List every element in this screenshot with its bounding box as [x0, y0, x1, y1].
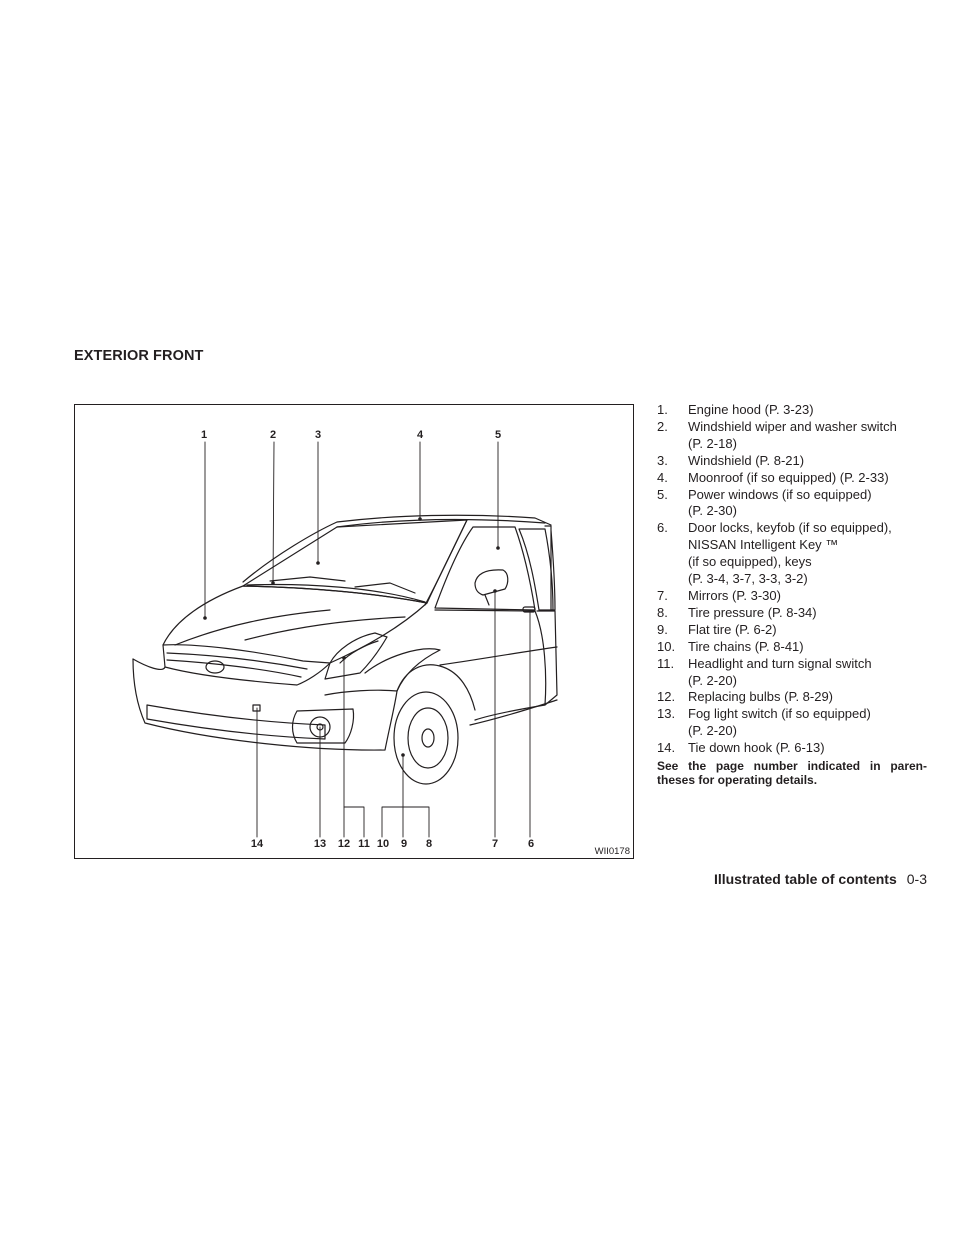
callout-2: 2: [269, 429, 277, 441]
lower-grille: [147, 705, 325, 739]
legend-item-line: Windshield (P. 8-21): [688, 452, 805, 468]
legend-item-line: Tie down hook (P. 6-13): [688, 740, 825, 756]
legend-item-line: Flat tire (P. 6-2): [688, 621, 777, 637]
callout-11: 11: [358, 838, 370, 850]
legend-item-number: 13.: [657, 706, 676, 722]
callout-4: 4: [416, 429, 424, 441]
legend-item: [657, 656, 927, 690]
callout-9: 9: [400, 838, 408, 850]
legend-item-text: [688, 419, 927, 453]
bumper-upper-edge: [133, 659, 165, 669]
legend-item-line: Moonroof (if so equipped) (P. 2-33): [688, 469, 889, 485]
legend-item-line: Tire chains (P. 8-41): [688, 638, 804, 654]
callout-1: 1: [200, 429, 208, 441]
footer-section-label: Illustrated table of contents: [713, 871, 897, 887]
callout-13: 13: [313, 838, 327, 850]
legend-item-number: 8.: [657, 604, 668, 620]
legend-items: [657, 402, 927, 757]
legend-item-text: [688, 622, 927, 639]
legend-item-number: 2.: [657, 418, 668, 434]
grille-outline: [163, 645, 330, 685]
callout-12: 12: [337, 838, 351, 850]
legend-item-line: Mirrors (P. 3-30): [688, 587, 781, 603]
legend-item-text: [688, 656, 927, 690]
legend-item-line: Headlight and turn signal switch: [688, 655, 872, 671]
callout-3: 3: [314, 429, 322, 441]
legend-list: [657, 402, 927, 787]
legend-item-number: 12.: [657, 689, 676, 705]
legend-item-line: NISSAN Intelligent Key ™: [688, 537, 839, 553]
wiper-blade-right: [355, 583, 415, 593]
callout-8: 8: [425, 838, 433, 850]
side-sill: [470, 700, 557, 725]
legend-item-line: (P. 2-20): [688, 672, 737, 688]
hood-outline: [163, 586, 427, 663]
front-hub: [422, 729, 434, 747]
legend-item-number: 3.: [657, 452, 668, 468]
front-door-window: [435, 527, 535, 610]
car-exterior-figure: [74, 404, 634, 859]
legend-item-line: Fog light switch (if so equipped): [688, 706, 871, 722]
legend-item-line: Power windows (if so equipped): [688, 486, 872, 502]
legend-item-text: [688, 470, 927, 487]
callout-6: 6: [527, 838, 535, 850]
wiper-blade-left: [270, 577, 345, 581]
legend-item: [657, 520, 927, 588]
tie-down-hook: [253, 705, 260, 711]
figure-id: WII0178: [594, 846, 630, 857]
legend-item-text: [688, 605, 927, 622]
wheel-arch: [397, 665, 475, 710]
legend-item-number: 14.: [657, 740, 676, 756]
legend-item-line: Windshield wiper and washer switch: [688, 418, 897, 434]
car-illustration: [75, 405, 635, 860]
legend-item: [657, 588, 927, 605]
legend-item-number: 5.: [657, 486, 668, 502]
section-title: EXTERIOR FRONT: [74, 348, 204, 364]
a-pillar: [425, 520, 467, 605]
front-door: [435, 610, 546, 720]
legend-item-number: 7.: [657, 587, 668, 603]
legend-item-line: Tire pressure (P. 8-34): [688, 604, 817, 620]
legend-item: [657, 689, 927, 706]
headlight-outline: [325, 633, 387, 679]
legend-item-text: [688, 487, 927, 521]
callout-10: 10: [376, 838, 390, 850]
page-footer: [714, 871, 927, 887]
legend-item-number: 4.: [657, 469, 668, 485]
legend-item-text: [688, 520, 927, 588]
legend-item: [657, 470, 927, 487]
legend-item-number: 1.: [657, 402, 668, 417]
front-fender: [365, 649, 440, 691]
rear-door-window: [519, 529, 553, 610]
grille-bar-2: [167, 660, 301, 677]
legend-item: [657, 740, 927, 757]
side-mirror: [475, 570, 508, 595]
legend-item: [657, 622, 927, 639]
callout-7: 7: [491, 838, 499, 850]
legend-item: [657, 639, 927, 656]
front-wheel-rim: [408, 708, 448, 768]
operating-note: See the page number indicated in paren- theses for operating details.: [657, 759, 927, 788]
legend-item: [657, 453, 927, 470]
legend-item-line: Engine hood (P. 3-23): [688, 402, 814, 417]
callout-5: 5: [494, 429, 502, 441]
legend-item-line: (if so equipped), keys: [688, 554, 812, 570]
legend-item-text: [688, 588, 927, 605]
leader-lines: [205, 442, 530, 837]
legend-item-text: [688, 402, 927, 419]
legend-item-line: (P. 3-4, 3-7, 3-3, 3-2): [688, 571, 808, 587]
legend-item-line: Replacing bulbs (P. 8-29): [688, 689, 834, 705]
legend-item-text: [688, 689, 927, 706]
legend-item: [657, 706, 927, 740]
legend-item-line: (P. 2-18): [688, 435, 737, 451]
legend-item-text: [688, 740, 927, 757]
callout-14: 14: [250, 838, 264, 850]
legend-item-text: [688, 639, 927, 656]
nissan-badge: [206, 661, 224, 673]
legend-item-line: (P. 2-20): [688, 723, 737, 739]
legend-item-line: (P. 2-30): [688, 503, 737, 519]
front-bumper: [133, 659, 397, 750]
body-side-crease: [440, 647, 557, 665]
legend-item-line: Door locks, keyfob (if so equipped),: [688, 520, 892, 536]
legend-item-text: [688, 453, 927, 470]
legend-item: [657, 419, 927, 453]
legend-item-number: 10.: [657, 638, 676, 654]
legend-item-number: 6.: [657, 520, 668, 536]
page-number: 0-3: [906, 871, 927, 887]
legend-item: [657, 605, 927, 622]
legend-item-number: 9.: [657, 621, 668, 637]
mirror-stem: [485, 595, 489, 605]
legend-item-text: [688, 706, 927, 740]
legend-item-number: 11.: [657, 655, 675, 671]
legend-item: [657, 402, 927, 419]
legend-item: [657, 487, 927, 521]
windshield: [243, 520, 467, 603]
